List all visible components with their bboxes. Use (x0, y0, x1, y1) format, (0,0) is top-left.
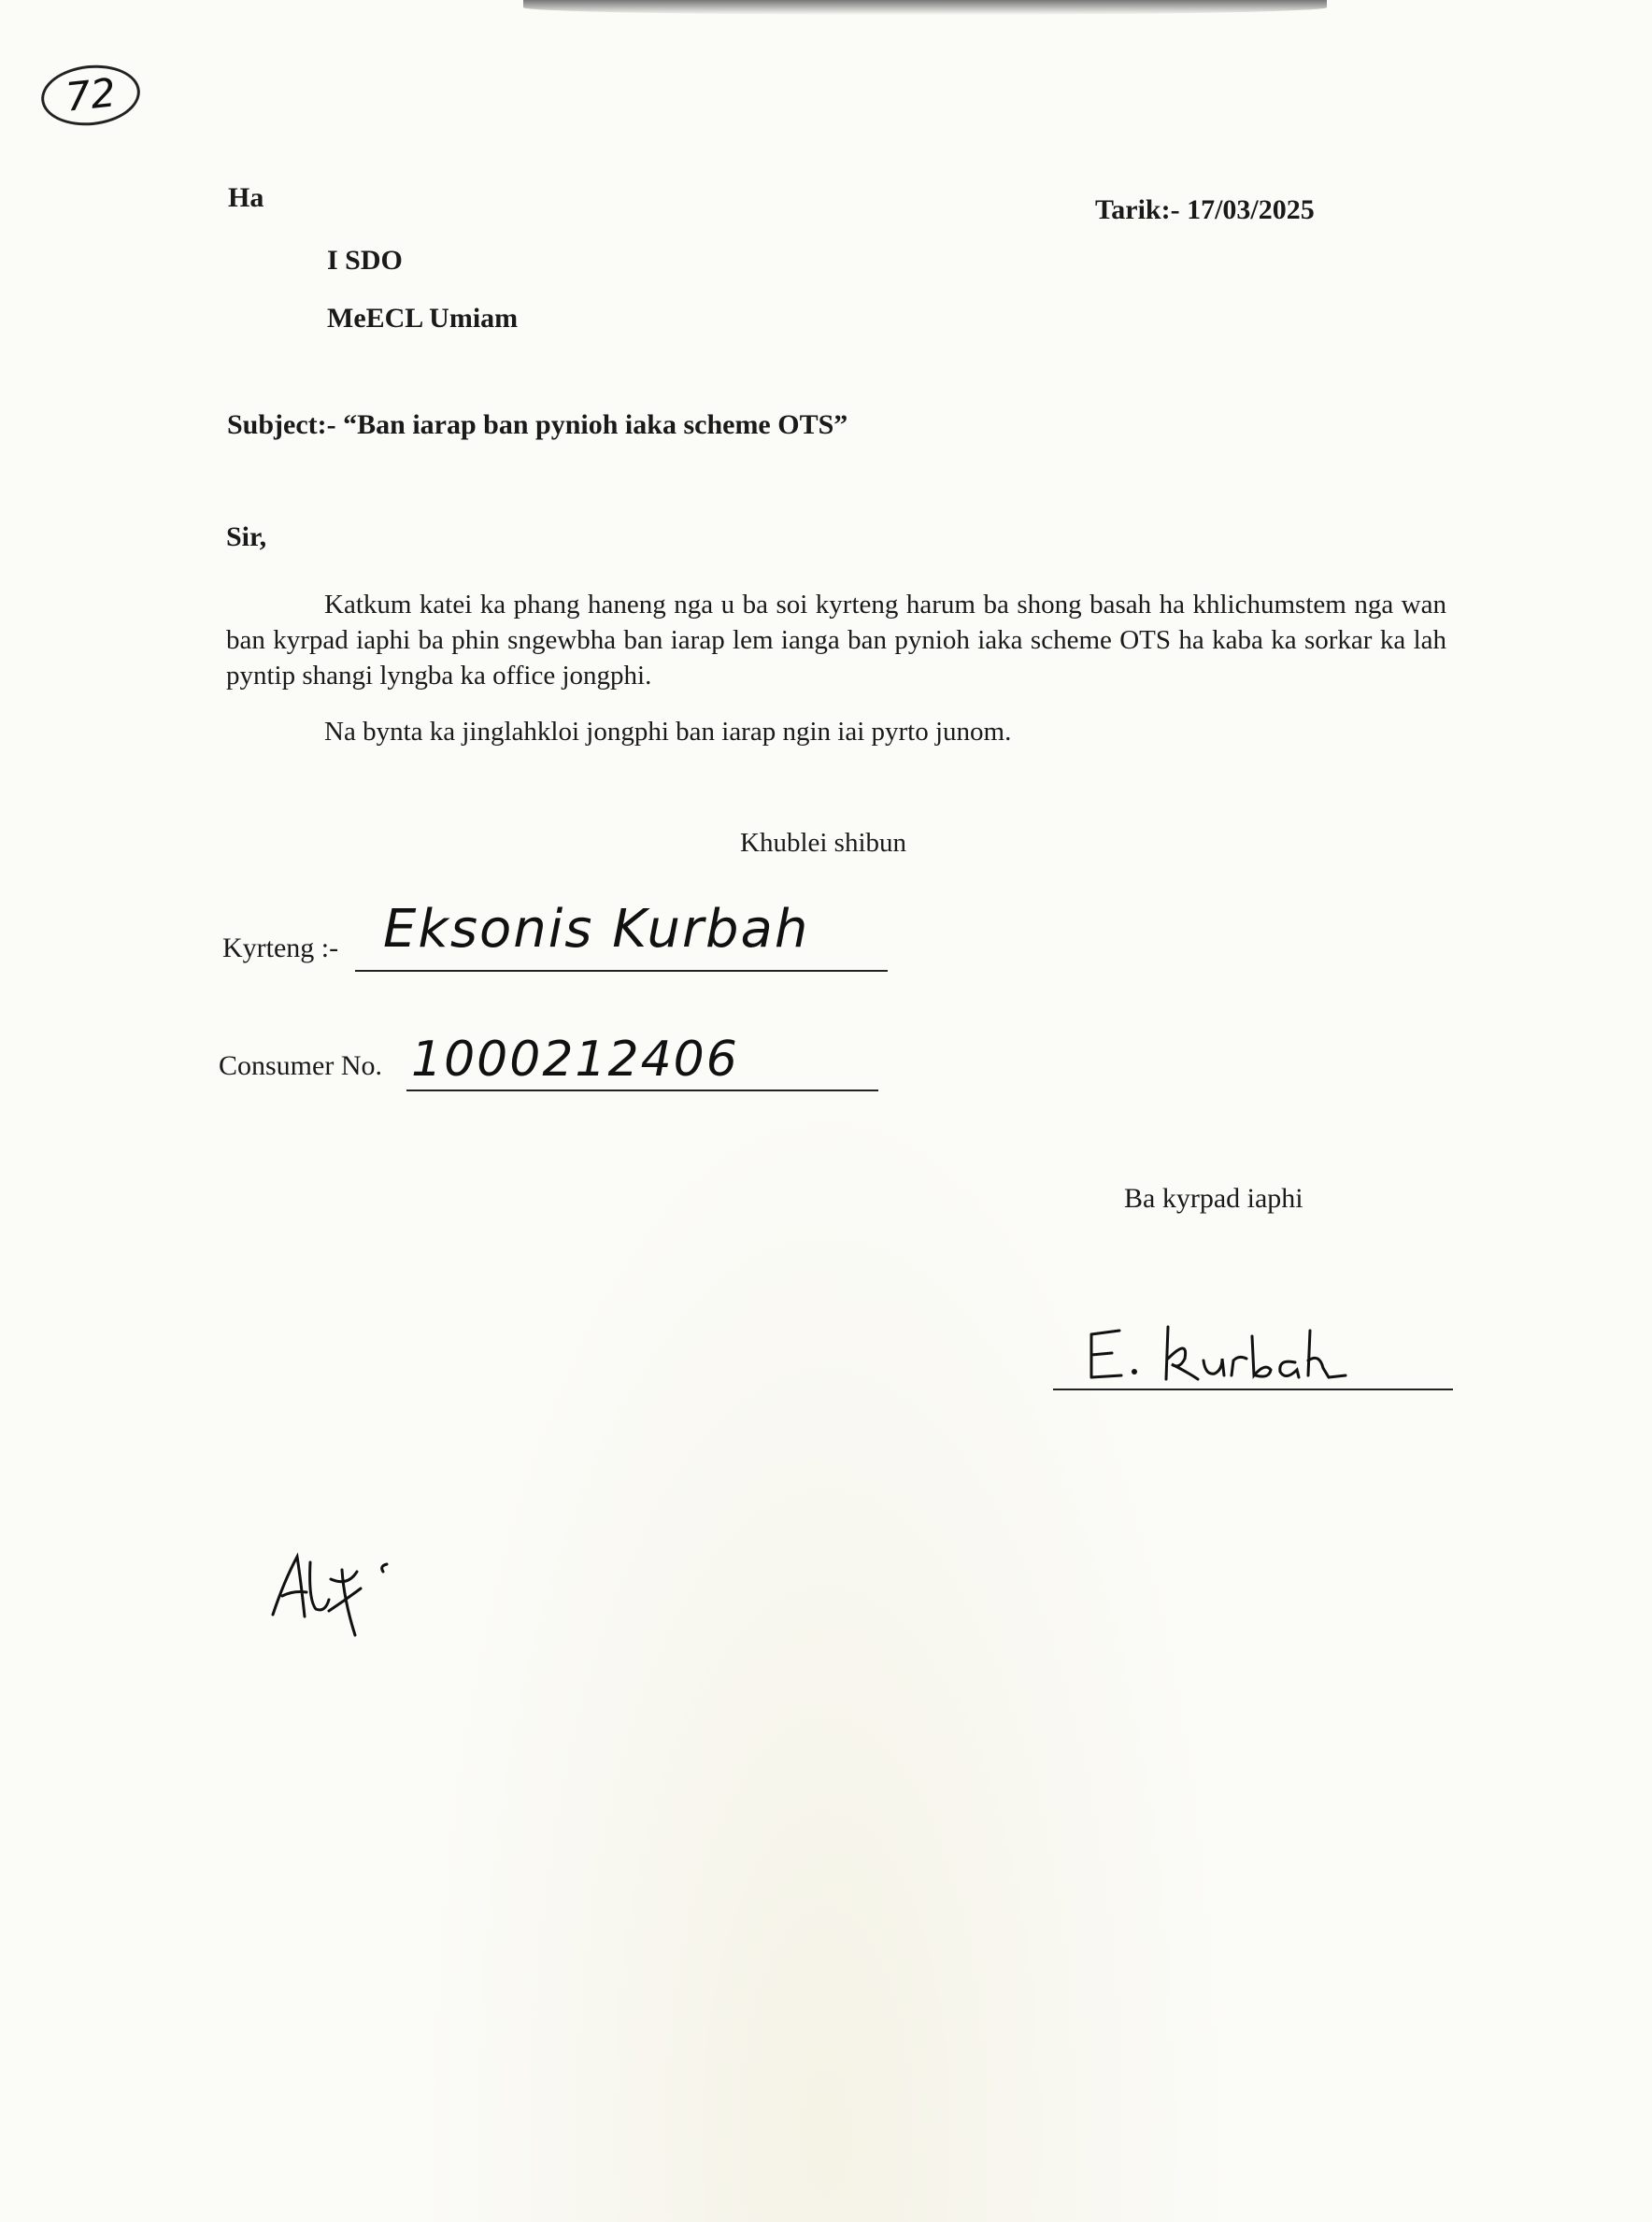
initials-mark (263, 1544, 404, 1646)
body-paragraph-1: Katkum katei ka phang haneng nga u ba soi kyrteng harum ba shong basah ha khlichumstem nga wan ban kyrpad iaphi ba phin sngewbha ban iarap lem ianga ban pynioh iaka scheme OTS ha kaba ka sorkar ka lah pyntip shangi lyngba ka office jongphi. (226, 590, 1446, 691)
name-value-handwritten: Eksonis Kurbah (383, 899, 810, 960)
consumer-underline (406, 1090, 878, 1091)
scan-top-edge (523, 0, 1327, 15)
page-number: 72 (63, 69, 119, 121)
signature (1075, 1318, 1355, 1392)
consumer-label: Consumer No. (219, 1050, 382, 1081)
sign-off: Ba kyrpad iaphi (1124, 1183, 1303, 1214)
name-underline (355, 970, 888, 972)
addressee-line-2: MeECL Umiam (327, 303, 519, 334)
page-number-circle (38, 61, 143, 131)
closing: Khublei shibun (740, 828, 907, 858)
subject-line: Subject:- “Ban iarap ban pynioh iaka scheme OTS” (227, 409, 848, 440)
consumer-value-handwritten: 1000212406 (411, 1032, 739, 1088)
name-label: Kyrteng :- (222, 933, 339, 963)
letter-date: Tarik:- 17/03/2025 (1095, 194, 1315, 225)
greeting: Sir, (226, 521, 267, 552)
addressee-line-1: I SDO (327, 245, 403, 276)
body-paragraph-2: Na bynta ka jinglahkloi jongphi ban iarap ngin iai pyrto junom. (324, 717, 1012, 747)
signature-underline (1053, 1389, 1453, 1390)
salutation-to: Ha (228, 182, 264, 213)
